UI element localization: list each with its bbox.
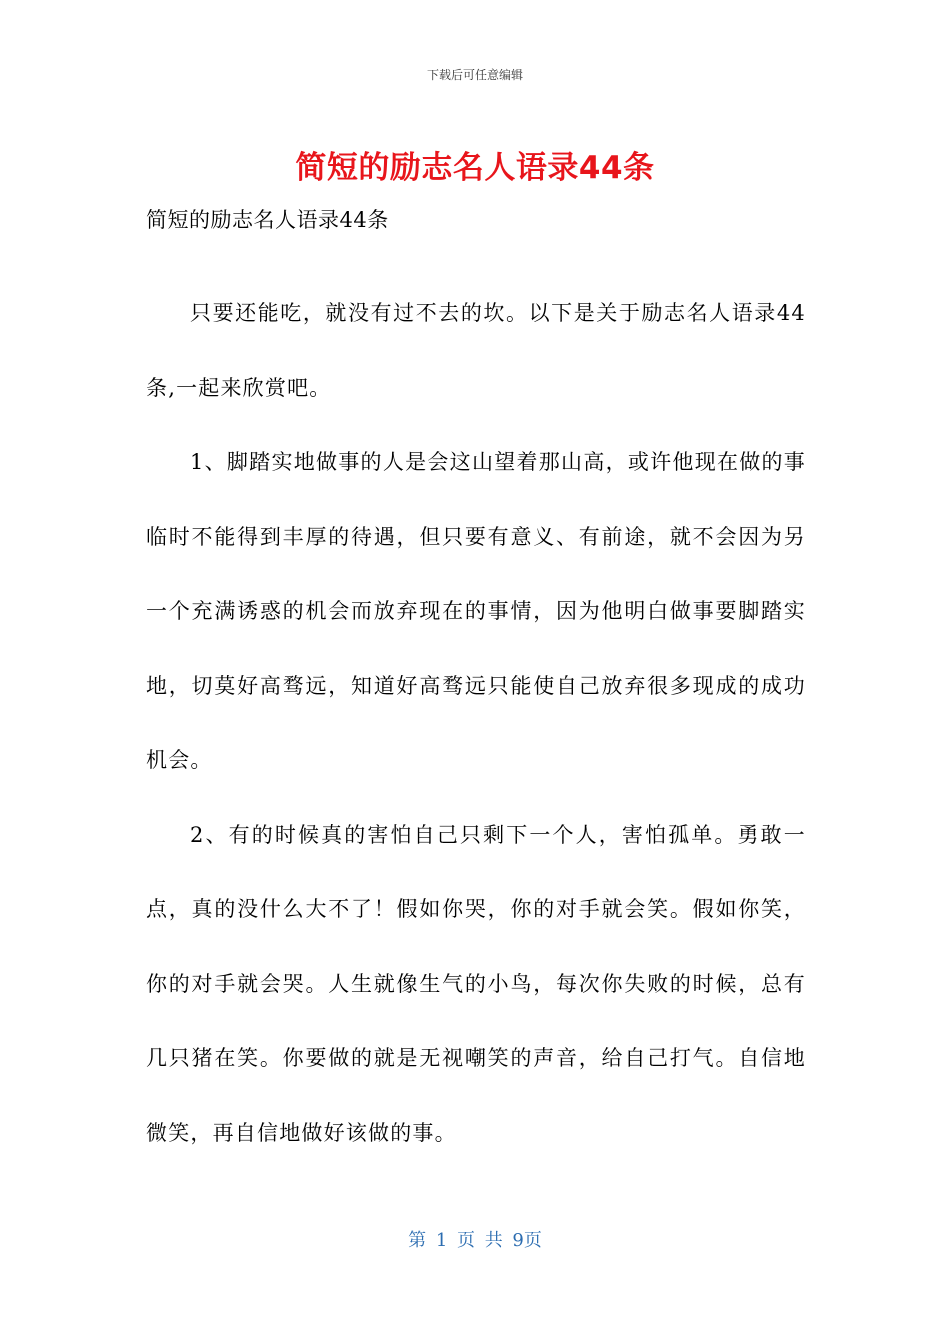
paragraph-quote-1: 1、脚踏实地做事的人是会这山望着那山高，或许他现在做的事临时不能得到丰厚的待遇，但只要有意义、有前途，就不会因为另一个充满诱惑的机会而放弃现在的事情，因为他明白做事要脚踏实地，切莫好高骛远，知道好高骛远只能使自己放弃很多现成的成功机会。	[146, 450, 806, 772]
document-title: 简短的励志名人语录44条	[295, 150, 655, 186]
paragraph-quote-2: 2、有的时候真的害怕自己只剩下一个人，害怕孤单。勇敢一点，真的没什么大不了！假如你哭，你的对手就会笑。假如你笑，你的对手就会哭。人生就像生气的小鸟，每次你失败的时候，总有几只猪在笑。你要做的就是无视嘲笑的声音，给自己打气。自信地微笑，再自信地做好该做的事。	[146, 822, 806, 1145]
document-body	[146, 276, 806, 1170]
page-indicator: 第 1 页 共 9页	[408, 1230, 542, 1251]
header-note: 下载后可任意编辑	[426, 68, 523, 82]
document-subtitle: 简短的励志名人语录44条	[146, 208, 389, 232]
paragraph-intro: 只要还能吃，就没有过不去的坎。以下是关于励志名人语录44条,一起来欣赏吧。	[146, 301, 806, 400]
